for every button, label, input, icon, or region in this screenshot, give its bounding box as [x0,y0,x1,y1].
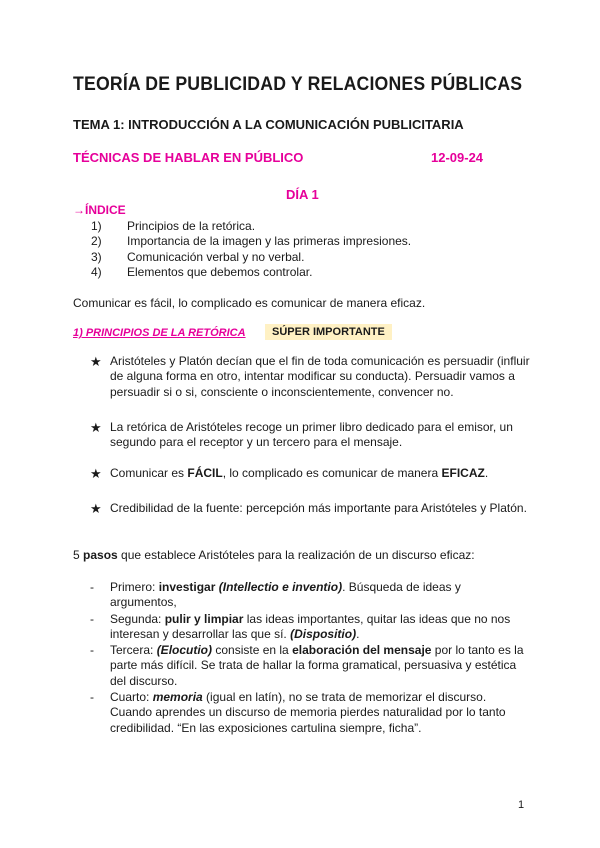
text-run: , lo complicado es comunicar de manera [222,466,442,480]
text-run: investigar [158,580,216,594]
section-heading: 1) PRINCIPIOS DE LA RETÓRICA [73,327,246,339]
list-number: 4) [91,264,102,279]
subtopic-heading: TÉCNICAS DE HABLAR EN PÚBLICO [73,150,304,165]
list-text: Importancia de la imagen y las primeras impresiones. [127,234,412,249]
star-bullet-icon: ★ [90,354,102,369]
step-text [110,612,530,643]
text-run: EFICAZ [441,466,485,480]
bullet-text [110,466,530,481]
star-bullet-icon: ★ [90,420,102,435]
text-run: Primero: [110,580,159,594]
list-number: 1) [91,219,102,233]
text-run: . [484,466,489,480]
list-text: Principios de la retórica. [127,219,256,233]
bullet-item [90,354,530,400]
text-run: . Búsqueda de ideas y argumentos, [110,580,461,610]
step-text [110,580,530,611]
text-run: que establece Aristóteles para la realización de un discurso eficaz: [117,548,475,562]
text-run: elaboración del mensaje [292,643,432,657]
day-heading: DÍA 1 [286,187,319,202]
list-text: Elementos que debemos controlar. [127,264,313,279]
text-run: memoria [152,690,203,704]
index-list [73,219,411,280]
index-label: ÍNDICE [85,203,126,217]
list-number: 2) [91,234,102,249]
list-item [73,219,411,234]
dash-bullet: - [90,643,94,657]
text-run: (Intellectio e inventio) [218,580,343,594]
step-item [90,580,530,611]
text-run: Segunda: [110,612,165,626]
list-text: Comunicación verbal y no verbal. [127,249,305,264]
text-run: FÁCIL [187,466,223,480]
text-run: . [356,627,360,642]
text-run: (igual en latín), no se trata de memorizar el discurso. Cuando aprendes un discurso de memoria pierdes naturalidad por lo tanto credibilidad. “En las exposiciones cartulina siempre, ficha”. [110,690,506,735]
text-run: Tercera: [110,643,157,657]
text-run: por lo tanto es la parte más difícil. Se trata de hallar la forma gramatical, persuasiva y estética del discurso. [110,643,524,688]
highlight-badge: SÚPER IMPORTANTE [265,324,392,340]
text-run: pasos [83,548,118,562]
star-bullet-icon: ★ [90,466,102,481]
text-run: pulir y limpiar [164,612,244,626]
text-run: Cuarto: [110,690,153,704]
bullet-text: La retórica de Aristóteles recoge un primer libro dedicado para el emisor, un segundo para el receptor y un tercero para el mensaje. [110,420,513,450]
step-text [110,643,530,689]
steps-intro [73,548,475,562]
list-item [73,234,411,249]
list-number: 3) [91,249,102,264]
step-item [90,643,530,689]
star-bullet-icon: ★ [90,501,102,516]
intro-paragraph: Comunicar es fácil, lo complicado es comunicar de manera eficaz. [73,296,426,310]
dash-bullet: - [90,612,94,626]
text-run: (Dispositio) [290,627,357,642]
bullet-text: Aristóteles y Platón decían que el fin de toda comunicación es persuadir (influir de alguna forma en otro, intentar modificar su conducta). Persuadir vamos a persuadir si o si, consciente o inconscientemente, convencer no. [110,354,530,399]
lesson-date: 12-09-24 [431,150,484,165]
list-item [73,265,411,280]
bullet-text: Credibilidad de la fuente: percepción más importante para Aristóteles y Platón. [110,501,527,515]
document-title: TEORÍA DE PUBLICIDAD Y RELACIONES PÚBLICAS [73,74,523,95]
text-run: Comunicar es [110,466,188,480]
dash-bullet: - [90,580,94,594]
dash-bullet: - [90,690,94,704]
list-item [73,250,411,265]
text-run: 5 [73,548,84,562]
index-heading [73,203,126,217]
text-run: las ideas importantes, quitar las ideas que no nos interesan y desarrollar las que sí. [110,612,511,642]
bullet-item [90,420,530,451]
arrow-right-icon: → [73,203,85,217]
page-number: 1 [518,799,525,811]
text-run: (Elocutio) [156,643,213,657]
step-item [90,612,530,643]
bullet-item [90,501,530,516]
text-run: consiste en la [212,643,293,657]
step-text [110,690,530,736]
bullet-item [90,466,530,481]
topic-heading: TEMA 1: INTRODUCCIÓN A LA COMUNICACIÓN PUBLICITARIA [73,117,464,132]
step-item [90,690,530,736]
